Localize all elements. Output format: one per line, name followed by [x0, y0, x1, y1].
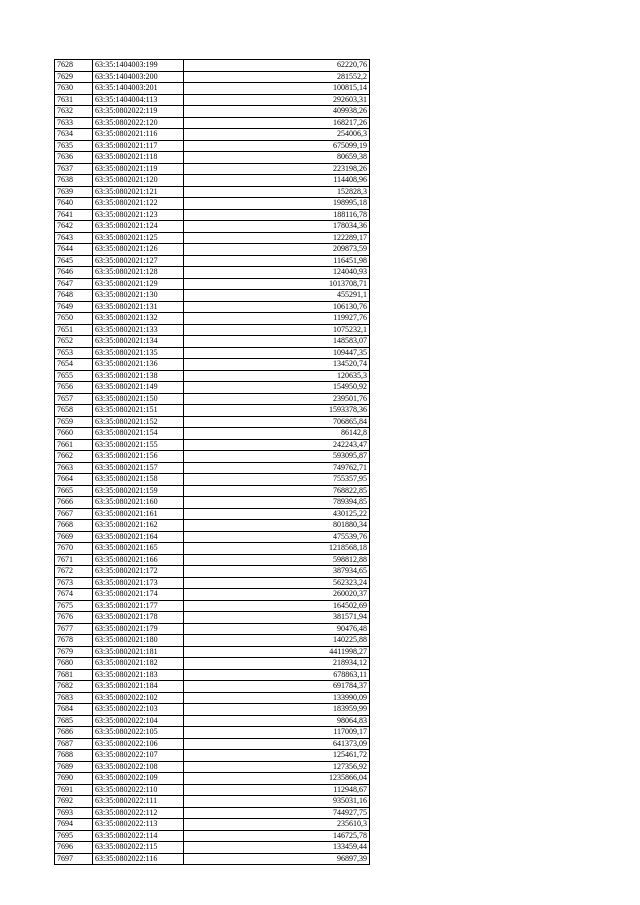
row-number: 7658 — [55, 405, 93, 417]
row-number: 7690 — [55, 773, 93, 785]
cadastral-number: 63:35:0802021:174 — [93, 589, 184, 601]
table-row — [55, 485, 370, 497]
table-row — [55, 612, 370, 624]
cadastral-value: 209873,59 — [184, 244, 370, 256]
row-number: 7637 — [55, 163, 93, 175]
cadastral-number: 63:35:0802022:105 — [93, 727, 184, 739]
cadastral-value: 96897,39 — [184, 853, 370, 865]
cadastral-value: 146725,78 — [184, 830, 370, 842]
cadastral-value: 593095,87 — [184, 451, 370, 463]
cadastral-number: 63:35:0802021:166 — [93, 554, 184, 566]
cadastral-number: 63:35:1404004:113 — [93, 94, 184, 106]
cadastral-value: 455291,1 — [184, 290, 370, 302]
row-number: 7696 — [55, 842, 93, 854]
cadastral-number: 63:35:0802021:162 — [93, 520, 184, 532]
cadastral-number: 63:35:0802021:161 — [93, 508, 184, 520]
cadastral-number: 63:35:0802021:154 — [93, 428, 184, 440]
row-number: 7653 — [55, 347, 93, 359]
cadastral-number: 63:35:0802022:110 — [93, 784, 184, 796]
cadastral-value: 4411998,27 — [184, 646, 370, 658]
cadastral-number: 63:35:0802022:119 — [93, 106, 184, 118]
row-number: 7691 — [55, 784, 93, 796]
cadastral-value: 122289,17 — [184, 232, 370, 244]
table-row — [55, 589, 370, 601]
cadastral-value: 86142,8 — [184, 428, 370, 440]
table-row — [55, 175, 370, 187]
row-number: 7649 — [55, 301, 93, 313]
cadastral-value: 387934,65 — [184, 566, 370, 578]
table-row — [55, 267, 370, 279]
cadastral-number: 63:35:0802021:129 — [93, 278, 184, 290]
table-row — [55, 405, 370, 417]
table-row — [55, 554, 370, 566]
table-row — [55, 681, 370, 693]
row-number: 7640 — [55, 198, 93, 210]
table-row — [55, 462, 370, 474]
cadastral-value: 120635,3 — [184, 370, 370, 382]
cadastral-number: 63:35:0802021:173 — [93, 577, 184, 589]
row-number: 7638 — [55, 175, 93, 187]
row-number: 7654 — [55, 359, 93, 371]
cadastral-value: 254006,3 — [184, 129, 370, 141]
cadastral-value: 1013708,71 — [184, 278, 370, 290]
table-row — [55, 336, 370, 348]
cadastral-value: 292603,31 — [184, 94, 370, 106]
cadastral-value: 235610,3 — [184, 819, 370, 831]
row-number: 7685 — [55, 715, 93, 727]
cadastral-value: 183959,99 — [184, 704, 370, 716]
cadastral-number: 63:35:0802021:133 — [93, 324, 184, 336]
row-number: 7664 — [55, 474, 93, 486]
cadastral-value: 100815,14 — [184, 83, 370, 95]
table-row — [55, 347, 370, 359]
row-number: 7646 — [55, 267, 93, 279]
table-row — [55, 773, 370, 785]
cadastral-value: 154950,92 — [184, 382, 370, 394]
row-number: 7692 — [55, 796, 93, 808]
cadastral-number: 63:35:0802021:134 — [93, 336, 184, 348]
table-row — [55, 117, 370, 129]
cadastral-number: 63:35:0802021:130 — [93, 290, 184, 302]
row-number: 7636 — [55, 152, 93, 164]
table-row — [55, 382, 370, 394]
row-number: 7679 — [55, 646, 93, 658]
cadastral-number: 63:35:0802022:116 — [93, 853, 184, 865]
row-number: 7659 — [55, 416, 93, 428]
cadastral-number: 63:35:0802021:128 — [93, 267, 184, 279]
table-row — [55, 646, 370, 658]
row-number: 7680 — [55, 658, 93, 670]
cadastral-value: 90476,48 — [184, 623, 370, 635]
cadastral-value: 1075232,1 — [184, 324, 370, 336]
data-table — [54, 59, 370, 865]
row-number: 7656 — [55, 382, 93, 394]
table-row — [55, 324, 370, 336]
cadastral-value: 749762,71 — [184, 462, 370, 474]
table-row — [55, 209, 370, 221]
cadastral-number: 63:35:0802022:111 — [93, 796, 184, 808]
table-row — [55, 830, 370, 842]
cadastral-value: 789394,85 — [184, 497, 370, 509]
cadastral-number: 63:35:0802021:119 — [93, 163, 184, 175]
table-row — [55, 129, 370, 141]
cadastral-value: 140225,88 — [184, 635, 370, 647]
cadastral-number: 63:35:0802022:102 — [93, 692, 184, 704]
row-number: 7670 — [55, 543, 93, 555]
cadastral-number: 63:35:0802021:184 — [93, 681, 184, 693]
cadastral-value: 116451,98 — [184, 255, 370, 267]
cadastral-value: 475539,76 — [184, 531, 370, 543]
cadastral-number: 63:35:0802021:181 — [93, 646, 184, 658]
cadastral-number: 63:35:0802022:109 — [93, 773, 184, 785]
cadastral-number: 63:35:0802021:150 — [93, 393, 184, 405]
cadastral-value: 148583,07 — [184, 336, 370, 348]
cadastral-number: 63:35:0802021:121 — [93, 186, 184, 198]
table-row — [55, 416, 370, 428]
table-row — [55, 140, 370, 152]
cadastral-number: 63:35:0802021:183 — [93, 669, 184, 681]
cadastral-value: 744927,75 — [184, 807, 370, 819]
cadastral-value: 691784,37 — [184, 681, 370, 693]
cadastral-value: 1218568,18 — [184, 543, 370, 555]
cadastral-value: 706865,84 — [184, 416, 370, 428]
cadastral-number: 63:35:0802022:107 — [93, 750, 184, 762]
table-row — [55, 152, 370, 164]
cadastral-value: 562323,24 — [184, 577, 370, 589]
row-number: 7668 — [55, 520, 93, 532]
row-number: 7681 — [55, 669, 93, 681]
row-number: 7683 — [55, 692, 93, 704]
cadastral-value: 98064,83 — [184, 715, 370, 727]
cadastral-value: 218934,12 — [184, 658, 370, 670]
cadastral-number: 63:35:0802021:116 — [93, 129, 184, 141]
cadastral-value: 641373,09 — [184, 738, 370, 750]
cadastral-number: 63:35:0802021:179 — [93, 623, 184, 635]
cadastral-number: 63:35:0802022:106 — [93, 738, 184, 750]
cadastral-value: 755357,95 — [184, 474, 370, 486]
row-number: 7628 — [55, 60, 93, 72]
table-row — [55, 106, 370, 118]
cadastral-value: 178034,36 — [184, 221, 370, 233]
row-number: 7689 — [55, 761, 93, 773]
row-number: 7643 — [55, 232, 93, 244]
row-number: 7647 — [55, 278, 93, 290]
cadastral-value: 260020,37 — [184, 589, 370, 601]
table-row — [55, 255, 370, 267]
table-row — [55, 439, 370, 451]
row-number: 7660 — [55, 428, 93, 440]
cadastral-number: 63:35:0802021:160 — [93, 497, 184, 509]
table-row — [55, 784, 370, 796]
cadastral-value: 1593378,36 — [184, 405, 370, 417]
table-row — [55, 796, 370, 808]
cadastral-value: 381571,94 — [184, 612, 370, 624]
row-number: 7662 — [55, 451, 93, 463]
cadastral-number: 63:35:0802021:120 — [93, 175, 184, 187]
table-row — [55, 520, 370, 532]
row-number: 7665 — [55, 485, 93, 497]
cadastral-value: 134520,74 — [184, 359, 370, 371]
row-number: 7682 — [55, 681, 93, 693]
table-row — [55, 301, 370, 313]
row-number: 7669 — [55, 531, 93, 543]
cadastral-value: 409938,26 — [184, 106, 370, 118]
table-row — [55, 186, 370, 198]
row-number: 7684 — [55, 704, 93, 716]
cadastral-value: 430125,22 — [184, 508, 370, 520]
table-row — [55, 600, 370, 612]
cadastral-number: 63:35:0802022:103 — [93, 704, 184, 716]
cadastral-value: 124040,93 — [184, 267, 370, 279]
cadastral-value: 109447,35 — [184, 347, 370, 359]
row-number: 7673 — [55, 577, 93, 589]
cadastral-number: 63:35:0802021:158 — [93, 474, 184, 486]
table-row — [55, 278, 370, 290]
cadastral-value: 119927,76 — [184, 313, 370, 325]
row-number: 7641 — [55, 209, 93, 221]
row-number: 7650 — [55, 313, 93, 325]
table-row — [55, 474, 370, 486]
cadastral-number: 63:35:0802021:123 — [93, 209, 184, 221]
row-number: 7642 — [55, 221, 93, 233]
cadastral-number: 63:35:0802021:178 — [93, 612, 184, 624]
cadastral-number: 63:35:0802021:157 — [93, 462, 184, 474]
cadastral-value: 62220,76 — [184, 60, 370, 72]
row-number: 7687 — [55, 738, 93, 750]
cadastral-number: 63:35:0802021:165 — [93, 543, 184, 555]
table-row — [55, 83, 370, 95]
table-row — [55, 428, 370, 440]
row-number: 7630 — [55, 83, 93, 95]
table-row — [55, 359, 370, 371]
row-number: 7697 — [55, 853, 93, 865]
table-body — [55, 60, 370, 865]
table-row — [55, 704, 370, 716]
cadastral-number: 63:35:0802021:156 — [93, 451, 184, 463]
cadastral-number: 63:35:0802021:117 — [93, 140, 184, 152]
table-row — [55, 244, 370, 256]
table-row — [55, 715, 370, 727]
row-number: 7639 — [55, 186, 93, 198]
cadastral-value: 164502,69 — [184, 600, 370, 612]
cadastral-number: 63:35:0802022:114 — [93, 830, 184, 842]
table-row — [55, 71, 370, 83]
cadastral-number: 63:35:0802021:172 — [93, 566, 184, 578]
cadastral-value: 598812,88 — [184, 554, 370, 566]
cadastral-number: 63:35:1404003:201 — [93, 83, 184, 95]
row-number: 7694 — [55, 819, 93, 831]
row-number: 7693 — [55, 807, 93, 819]
cadastral-value: 127356,92 — [184, 761, 370, 773]
table-row — [55, 497, 370, 509]
cadastral-value: 114408,96 — [184, 175, 370, 187]
table-row — [55, 750, 370, 762]
row-number: 7686 — [55, 727, 93, 739]
table-row — [55, 727, 370, 739]
table-row — [55, 508, 370, 520]
cadastral-number: 63:35:0802021:155 — [93, 439, 184, 451]
row-number: 7666 — [55, 497, 93, 509]
row-number: 7635 — [55, 140, 93, 152]
cadastral-value: 675099,19 — [184, 140, 370, 152]
table-row — [55, 313, 370, 325]
row-number: 7688 — [55, 750, 93, 762]
cadastral-value: 242243,47 — [184, 439, 370, 451]
cadastral-number: 63:35:0802021:136 — [93, 359, 184, 371]
table-row — [55, 531, 370, 543]
cadastral-number: 63:35:0802021:151 — [93, 405, 184, 417]
cadastral-value: 133990,09 — [184, 692, 370, 704]
cadastral-number: 63:35:0802021:127 — [93, 255, 184, 267]
table-row — [55, 623, 370, 635]
table-row — [55, 451, 370, 463]
cadastral-number: 63:35:0802022:120 — [93, 117, 184, 129]
cadastral-value: 223198,26 — [184, 163, 370, 175]
table-row — [55, 819, 370, 831]
cadastral-value: 80659,38 — [184, 152, 370, 164]
row-number: 7672 — [55, 566, 93, 578]
cadastral-number: 63:35:0802022:104 — [93, 715, 184, 727]
row-number: 7657 — [55, 393, 93, 405]
table-row — [55, 577, 370, 589]
cadastral-value: 168217,26 — [184, 117, 370, 129]
cadastral-value: 935031,16 — [184, 796, 370, 808]
row-number: 7675 — [55, 600, 93, 612]
cadastral-number: 63:35:1404003:199 — [93, 60, 184, 72]
cadastral-number: 63:35:0802021:152 — [93, 416, 184, 428]
cadastral-value: 768822,85 — [184, 485, 370, 497]
row-number: 7678 — [55, 635, 93, 647]
cadastral-number: 63:35:0802022:108 — [93, 761, 184, 773]
cadastral-value: 239501,76 — [184, 393, 370, 405]
cadastral-value: 281552,2 — [184, 71, 370, 83]
row-number: 7667 — [55, 508, 93, 520]
table-row — [55, 807, 370, 819]
table-row — [55, 635, 370, 647]
cadastral-number: 63:35:0802022:113 — [93, 819, 184, 831]
cadastral-value: 125461,72 — [184, 750, 370, 762]
row-number: 7674 — [55, 589, 93, 601]
row-number: 7644 — [55, 244, 93, 256]
cadastral-number: 63:35:0802021:182 — [93, 658, 184, 670]
cadastral-value: 117009,17 — [184, 727, 370, 739]
cadastral-value: 106130,76 — [184, 301, 370, 313]
cadastral-number: 63:35:0802021:124 — [93, 221, 184, 233]
table-row — [55, 221, 370, 233]
row-number: 7695 — [55, 830, 93, 842]
row-number: 7648 — [55, 290, 93, 302]
cadastral-value: 801880,34 — [184, 520, 370, 532]
table-row — [55, 853, 370, 865]
row-number: 7677 — [55, 623, 93, 635]
row-number: 7633 — [55, 117, 93, 129]
table-row — [55, 163, 370, 175]
cadastral-number: 63:35:0802021:177 — [93, 600, 184, 612]
cadastral-number: 63:35:0802021:164 — [93, 531, 184, 543]
cadastral-value: 133459,44 — [184, 842, 370, 854]
table-row — [55, 692, 370, 704]
cadastral-number: 63:35:0802021:126 — [93, 244, 184, 256]
cadastral-number: 63:35:0802021:132 — [93, 313, 184, 325]
table-row — [55, 658, 370, 670]
cadastral-number: 63:35:0802021:180 — [93, 635, 184, 647]
cadastral-number: 63:35:0802021:138 — [93, 370, 184, 382]
table-row — [55, 290, 370, 302]
row-number: 7631 — [55, 94, 93, 106]
cadastral-value: 152828,3 — [184, 186, 370, 198]
cadastral-number: 63:35:1404003:200 — [93, 71, 184, 83]
cadastral-value: 198995,18 — [184, 198, 370, 210]
row-number: 7661 — [55, 439, 93, 451]
cadastral-number: 63:35:0802021:149 — [93, 382, 184, 394]
table-row — [55, 94, 370, 106]
table-row — [55, 60, 370, 72]
cadastral-value: 1235866,04 — [184, 773, 370, 785]
cadastral-value: 188116,78 — [184, 209, 370, 221]
row-number: 7632 — [55, 106, 93, 118]
table-row — [55, 543, 370, 555]
cadastral-number: 63:35:0802021:135 — [93, 347, 184, 359]
row-number: 7671 — [55, 554, 93, 566]
table-row — [55, 566, 370, 578]
cadastral-number: 63:35:0802021:125 — [93, 232, 184, 244]
cadastral-number: 63:35:0802021:122 — [93, 198, 184, 210]
row-number: 7676 — [55, 612, 93, 624]
table-row — [55, 393, 370, 405]
table-row — [55, 761, 370, 773]
table-row — [55, 370, 370, 382]
row-number: 7651 — [55, 324, 93, 336]
table-row — [55, 198, 370, 210]
table-row — [55, 232, 370, 244]
cadastral-number: 63:35:0802021:159 — [93, 485, 184, 497]
row-number: 7663 — [55, 462, 93, 474]
row-number: 7634 — [55, 129, 93, 141]
row-number: 7645 — [55, 255, 93, 267]
table-row — [55, 842, 370, 854]
table-row — [55, 669, 370, 681]
cadastral-number: 63:35:0802022:112 — [93, 807, 184, 819]
cadastral-number: 63:35:0802021:118 — [93, 152, 184, 164]
cadastral-value: 678863,11 — [184, 669, 370, 681]
row-number: 7655 — [55, 370, 93, 382]
row-number: 7629 — [55, 71, 93, 83]
cadastral-number: 63:35:0802022:115 — [93, 842, 184, 854]
row-number: 7652 — [55, 336, 93, 348]
cadastral-value: 112948,67 — [184, 784, 370, 796]
cadastral-number: 63:35:0802021:131 — [93, 301, 184, 313]
table-row — [55, 738, 370, 750]
